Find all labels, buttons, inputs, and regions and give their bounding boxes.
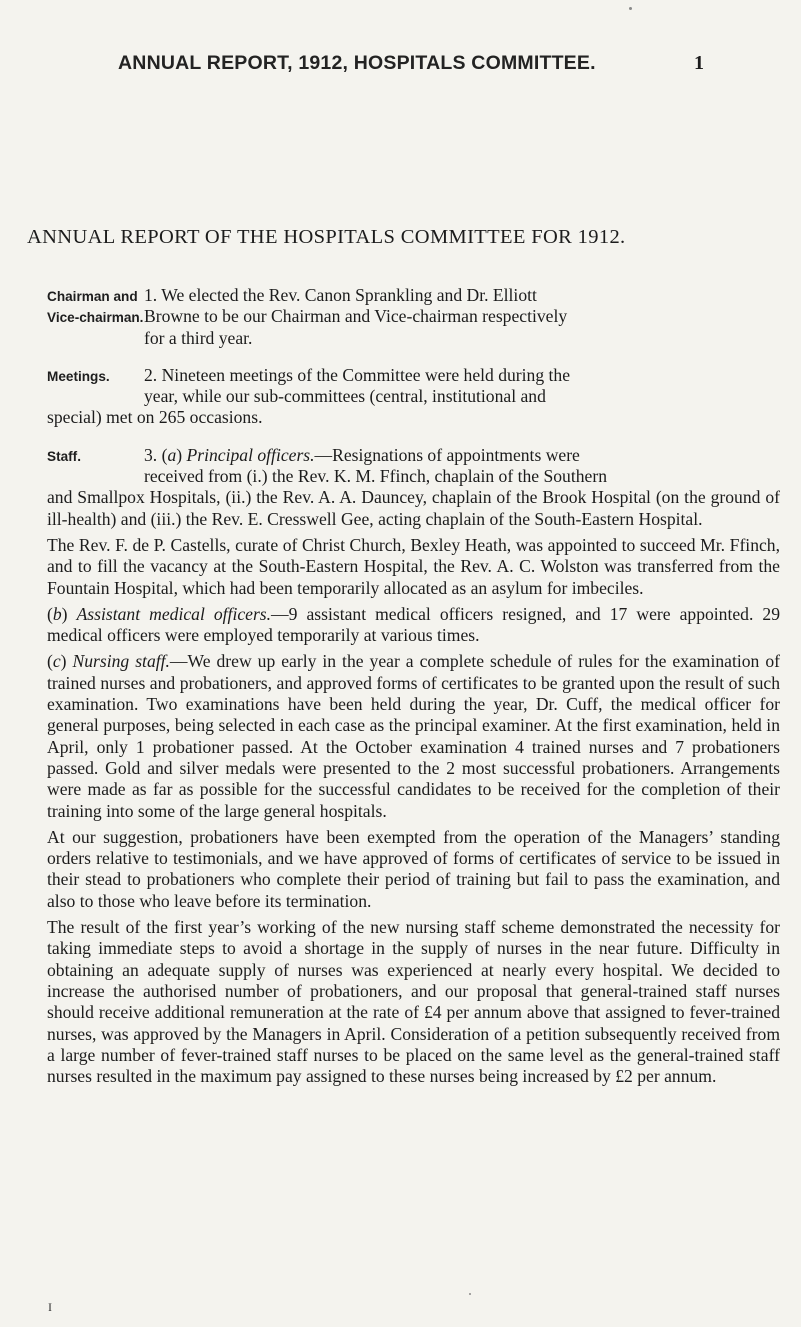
sidenote-chairman	[47, 285, 144, 349]
paragraph-principal-officers-continued: and Smallpox Hospitals, (ii.) the Rev. A. A. Dauncey, chaplain of the Brook Hospital (on the ground of ill-health) and (iii.) the Rev. E. Cresswell Gee, acting chaplain of the South-Eastern Hospital.	[47, 487, 780, 529]
section-chairman	[47, 285, 780, 349]
paragraph-nursing-staff: (c) Nursing staff.—We drew up early in the year a complete schedule of rules for the examination of trained nurses and probationers, and approved forms of certificates to be granted upon the result of such examination. Two examinations have been held during the year, Dr. Cuff, the medical officer for general purposes, being selected in each case as the principal examiner. At the first examination, held in April, only 1 probationer passed. At the October examination 4 trained nurses and 7 probationers passed. Gold and silver medals were presented to the 2 most successful probationers. Arrangements were made as far as possible for the successful candidates to be received for the completion of their training into some of the large general hospitals.	[47, 651, 780, 821]
section-number: 3. (	[144, 444, 168, 465]
clause-label: c	[52, 651, 61, 672]
paragraph-result: The result of the first year’s working of the new nursing staff scheme demonstrated the necessity for taking immediate steps to avoid a shortage in the supply of nurses in the near future. Difficulty in obtaining an adequate supply of nurses was experienced at nearly every hospital. We decided to increase the authorised number of probationers, and our proposal that general-trained staff nurses should receive additional remuneration at the rate of £4 per annum above that assigned to fever-trained nurses, was approved by the Managers in April. Consideration of a petition subsequently received from a large number of fever-trained staff nurses to be placed on the same level as the general-trained staff nurses resulted in the maximum pay assigned to these nurses being increased by £2 per annum.	[47, 917, 780, 1087]
section-meetings	[47, 365, 780, 408]
section-staff	[47, 445, 780, 488]
sidenote-line: Chairman and	[47, 289, 138, 304]
paragraph-principal-officers	[144, 445, 780, 488]
paragraph-chairman	[144, 285, 780, 349]
clause-heading: Assistant medical officers.	[76, 603, 272, 624]
report-title: ANNUAL REPORT OF THE HOSPITALS COMMITTEE FOR 1912.	[27, 226, 626, 248]
paragraph-assistant-medical-officers: (b) Assistant medical officers.—9 assistant medical officers resigned, and 17 were appointed. 29 medical officers were employed temporarily at various times.	[47, 603, 780, 646]
clause-text: —Resignations of appointments were	[314, 444, 580, 465]
text-line: for a third year.	[144, 327, 253, 348]
text-line: received from (i.) the Rev. K. M. Ffinch, chaplain of the Southern	[144, 466, 608, 487]
text-line: 2. Nineteen meetings of the Committee were held during the	[144, 364, 571, 385]
sidenote-meetings: Meetings.	[47, 368, 110, 384]
clause-label: a	[167, 444, 177, 465]
clause-heading: Nursing staff.	[72, 651, 170, 672]
clause-label: b	[52, 603, 62, 624]
running-head: ANNUAL REPORT, 1912, HOSPITALS COMMITTEE.	[118, 52, 596, 74]
report-body	[47, 285, 780, 1087]
clause-heading: Principal officers.	[186, 444, 315, 465]
paper-speck	[469, 1293, 471, 1295]
text-line: year, while our sub-committees (central, institutional and	[144, 386, 546, 407]
paragraph-suggestion: At our suggestion, probationers have been exempted from the operation of the Managers’ standing orders relative to testimonials, and we have approved of forms of certificates of service to be issued in their stead to probationers who complete their period of training but fail to pass the examination, and also to those who leave before its termination.	[47, 826, 780, 911]
text-line: 1. We elected the Rev. Canon Sprankling and Dr. Elliott	[144, 285, 537, 305]
text-line	[144, 445, 780, 466]
sidenote-staff: Staff.	[47, 448, 81, 464]
paragraph-castells: The Rev. F. de P. Castells, curate of Christ Church, Bexley Heath, was appointed to succeed Mr. Ffinch, and to fill the vacancy at the South-Eastern Hospital, the Rev. A. C. Wolston was transferred from the Fountain Hospital, which had been temporarily allocated as an asylum for imbeciles.	[47, 534, 780, 598]
paragraph-meetings	[144, 365, 780, 408]
sidenote-line: Vice-chairman.	[47, 310, 144, 325]
text-line: Browne to be our Chairman and Vice-chairman respectively	[144, 306, 568, 327]
page-number: 1	[694, 52, 704, 74]
paper-speck	[629, 7, 632, 10]
signature-mark: I	[48, 1300, 52, 1314]
clause-text: —9 assistant medical officers resigned, and 17 were appointed. 29 medical officers were employed temporarily at various times.	[47, 603, 780, 646]
clause-close: )	[176, 444, 187, 465]
paragraph-meetings-continued: special) met on 265 occasions.	[47, 407, 263, 428]
clause-text: —We drew up early in the year a complete schedule of rules for the examination of trained nurses and probationers, and approved forms of certificates to be granted upon the result of such examination. Two examinations have been held during the year, Dr. Cuff, the medical officer for general purposes, being selected in each case as the principal examiner. At the first examination, held in April, only 1 probationer passed. At the October examination 4 trained nurses and 7 probationers passed. Gold and silver medals were presented to the 2 most successful probationers. Arrangements were made as far as possible for the successful candidates to be received for the completion of their training into some of the large general hospitals.	[47, 651, 780, 821]
